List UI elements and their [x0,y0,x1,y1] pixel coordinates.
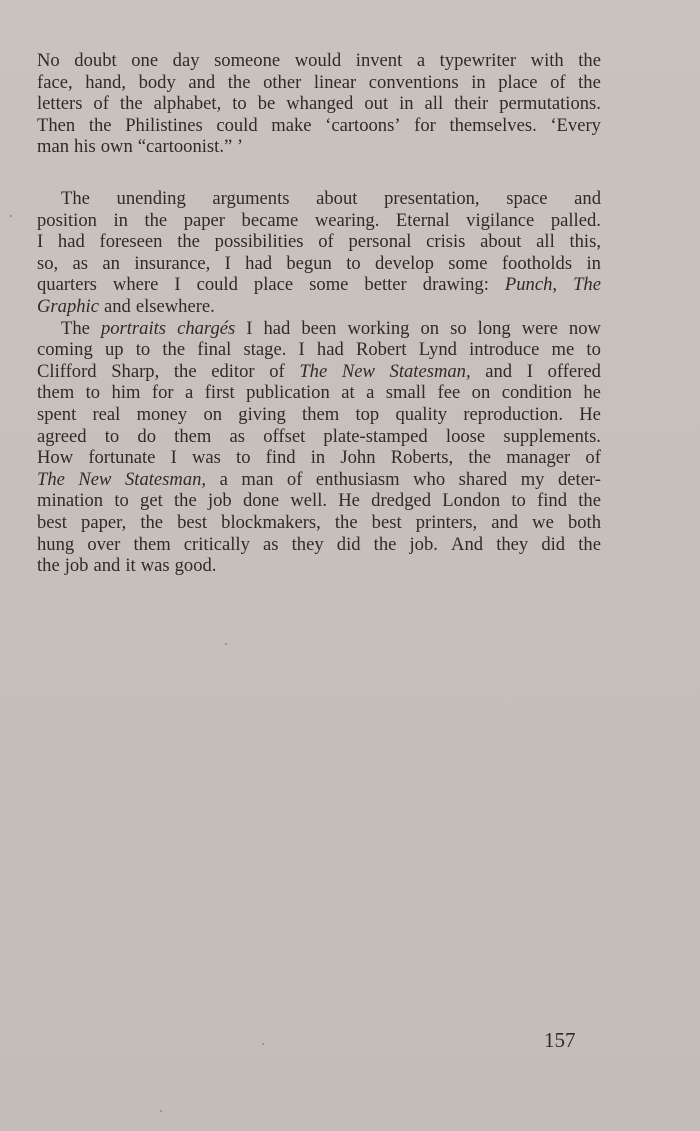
text-line: man his own “cartoonist.” ’ [37,136,244,158]
text-line: agreed to do them as offset plate-stamped loose supplements. [37,425,601,447]
text-line: quarters where I could place some better drawing: Punch, The [37,274,601,296]
page-number: 157 [544,1028,576,1052]
text-line: position in the paper became wearing. Eternal vigilance palled. [37,209,601,231]
text-line: the job and it was good. [37,555,217,577]
text-line: them to him for a first publication at a small fee on condition he [37,382,601,404]
text-line: I had foreseen the possibilities of personal crisis about all this, [37,231,601,253]
text-line: Graphic and elsewhere. [37,295,215,317]
text-line: No doubt one day someone would invent a typewriter with the [37,50,601,71]
paper-speck [10,215,12,217]
paragraph-1 [37,50,601,158]
text-line: The portraits chargés I had been working on so long were now [61,317,601,339]
text-line: face, hand, body and the other linear conventions in place of the [37,71,601,93]
text-line: mination to get the job done well. He dredged London to find the [37,490,601,512]
text-line: Clifford Sharp, the editor of The New Statesman, and I offered [37,360,601,382]
text-line: spent real money on giving them top quality reproduction. He [37,403,601,425]
text-line: The unending arguments about presentation, space and [61,188,601,209]
text-line: Then the Philistines could make ‘cartoons’ for themselves. ‘Every [37,114,601,136]
text-line: How fortunate I was to find in John Roberts, the manager of [37,447,601,469]
text-line: so, as an insurance, I had begun to develop some footholds in [37,252,601,274]
text-line: coming up to the final stage. I had Robert Lynd introduce me to [37,339,601,361]
text-line: letters of the alphabet, to be whanged out in all their permutations. [37,93,601,115]
text-line: The New Statesman, a man of enthusiasm who shared my deter- [37,468,601,490]
paper-speck [160,1110,162,1112]
text-line: best paper, the best blockmakers, the best printers, and we both [37,511,601,533]
text-line: hung over them critically as they did the job. And they did the [37,533,601,555]
paragraph-2 [37,188,601,577]
paper-speck [225,643,227,645]
paper-speck [262,1043,264,1045]
